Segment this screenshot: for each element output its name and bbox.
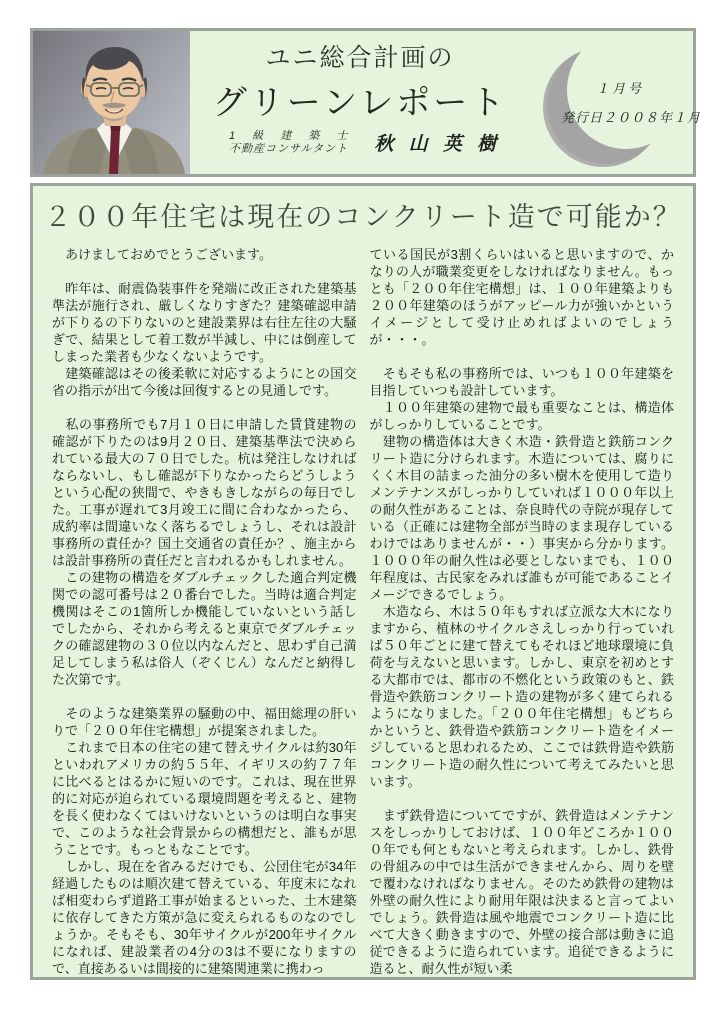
paragraph: そもそも私の事務所では、いつも１００年建築を目指していつも設計しています。 xyxy=(369,366,674,398)
blank-line xyxy=(370,790,675,807)
article-columns xyxy=(33,246,693,977)
paragraph: １００年建築の建物で最も重要なことは、構造体がしっかりしていることです。 xyxy=(369,400,674,432)
masthead-panel xyxy=(30,28,702,177)
article-column-left xyxy=(52,246,357,977)
organization-name: ユニ総合計画の xyxy=(265,44,455,72)
author-credentials xyxy=(229,129,501,156)
author-photo xyxy=(33,31,190,174)
qualification-line-1: 1 級 建 築 士 xyxy=(229,129,355,142)
paragraph: 建物の構造体は大きく木造・鉄骨造と鉄筋コンクリート造に分けられます。木造については、腐りにくく木目の詰まった油分の多い樹木を使用して造りメンテナンスがしっかりしていれば１０００年以上の耐久性があることは、奈良時代の寺院が現存している（正確には建物全部が当時のまま現存しているわけではありませんが・・）事実から分かります。１０００年の耐久性は必要としないまでも、１００年程度は、古民家をみれば誰もが可能であることイメージできるでしょう。 xyxy=(369,434,674,602)
article-panel xyxy=(30,183,696,980)
blank-line xyxy=(52,399,357,416)
paragraph: この建物の構造をダブルチェックした適合判定機関での認可番号は２０番台でした。当時は適合判定機関はそこの1箇所しか機能していないという話しでしたから、それから考えると東京でダブルチェックの確認建物の３０位以内なんだと、思わず自己満足してしまう私は俗人（ぞくじん）なんだと納得した次第です。 xyxy=(52,570,357,687)
paragraph: ている国民が3割くらいはいると思いますので、かなりの人が職業変更をしなければなりません。もっとも「２００年住宅構想」は、１００年建築よりも２００年建築のほうがアッピール力が強いかというイメージとして受け止めればよいのでしょうが・・・。 xyxy=(369,247,674,347)
blank-line xyxy=(52,263,357,280)
paragraph: しかし、現在を省みるだけでも、公団住宅が34年経過したものは順次建て替えている、年度末になれば相変わらず道路工事が始まるといった、土木建築に依存してきた方策が急に変えられるものなのでしょうか。そもそも、30年サイクルが200年サイクルになれば、建設業者の4分の3は不要になりますので、直接あるいは間接的に建築関連業に携わっ xyxy=(52,859,357,976)
publish-date: 発行日２００８年１月 xyxy=(561,110,702,125)
paragraph: 昨年は、耐震偽装事件を発端に改正された建築基準法が施行され、厳しくなりすぎた？建築確認申請が下りるの下りないのと建設業界は右往左往の大騒ぎで、結果として着工数が半減し、中には倒産してしまった業者も少なくないようです。 xyxy=(52,281,357,364)
blank-line xyxy=(52,688,357,705)
issue-label: １月号 xyxy=(596,81,645,96)
paragraph: 木造なら、木は５０年もすれば立派な大木になりますから、植林のサイクルさえしっかり行っていれば５０年ごとに建て替えてもそれほど地球環境に負荷を与えないと思います。しかし、東京を初めとする大都市では、都市の不燃化という政策のもと、鉄骨造や鉄筋コンクリート造の建物が多く建てられるようになりました。「２００年住宅構想」もどちらかというと、鉄骨造や鉄筋コンクリート造をイメージしていると思われるため、ここでは鉄骨造や鉄筋コンクリート造の耐久性について考えてみたいと思います。 xyxy=(369,604,674,789)
paragraph: そのような建築業界の騒動の中、福田総理の肝いりで「２００年住宅構想」が提案されました。 xyxy=(52,706,357,738)
blank-line xyxy=(370,348,675,365)
article-title: ２００年住宅は現在のコンクリート造で可能か？ xyxy=(44,202,682,232)
paragraph: あけましておめでとうございます。 xyxy=(52,247,272,262)
article-column-right xyxy=(370,246,675,977)
qualification-line-2: 不動産コンサルタント xyxy=(229,142,349,155)
paragraph: これまで日本の住宅の建て替えサイクルは約30年といわれアメリカの約５５年、イギリスの約７７年に比べるとはるかに短いのです。これは、現在世界的に対応が迫られている環境問題を考えると、建物を長く使わなくてはいけないというのは明白な事実で、このような社会背景からの構想だと、誰もが思うことです。もっともなことです。 xyxy=(52,740,357,857)
author-name: 秋 山 英 樹 xyxy=(374,134,502,155)
paragraph: 建築確認はその後柔軟に対応するようにとの国交省の指示が出て今後は回復するとの見通しです。 xyxy=(52,366,357,398)
paragraph: まず鉄骨造についてですが、鉄骨造はメンテナンスをしっかりしておけば、１００年どころか１０００年でも何ともないと考えられます。しかし、鉄骨の骨組みの中では生活ができませんから、周りを壁で覆わなければなりません。そのため鉄骨の建物は外壁の耐久性により耐用年限は決まると言ってよいでしょう。鉄骨造は風や地震でコンクリート造に比べて大きく動きますので、外壁の接合部は動きに追従できるように造られています。追従できるように造ると、耐久性が短い柔 xyxy=(369,808,674,976)
author-qualifications xyxy=(229,130,354,156)
report-title: グリーンレポート xyxy=(212,84,508,122)
paragraph: 私の事務所でも7月１０日に申請した賃貸建物の確認が下りたのは9月２０日、建築基準法で決められている最大の７０日でした。杭は発注しなければならないし、もし確認が下りなかったらどうしようという心配の狭間で、やきもきしながらの毎日でした。工事が遅れて3月竣工に間に合わなかったら、成約率は間違いなく落ちるでしょうし、それは設計事務所の責任か？国土交通省の責任か？、施主からは設計事務所の責任だと言われるかもしれません。 xyxy=(52,417,357,568)
